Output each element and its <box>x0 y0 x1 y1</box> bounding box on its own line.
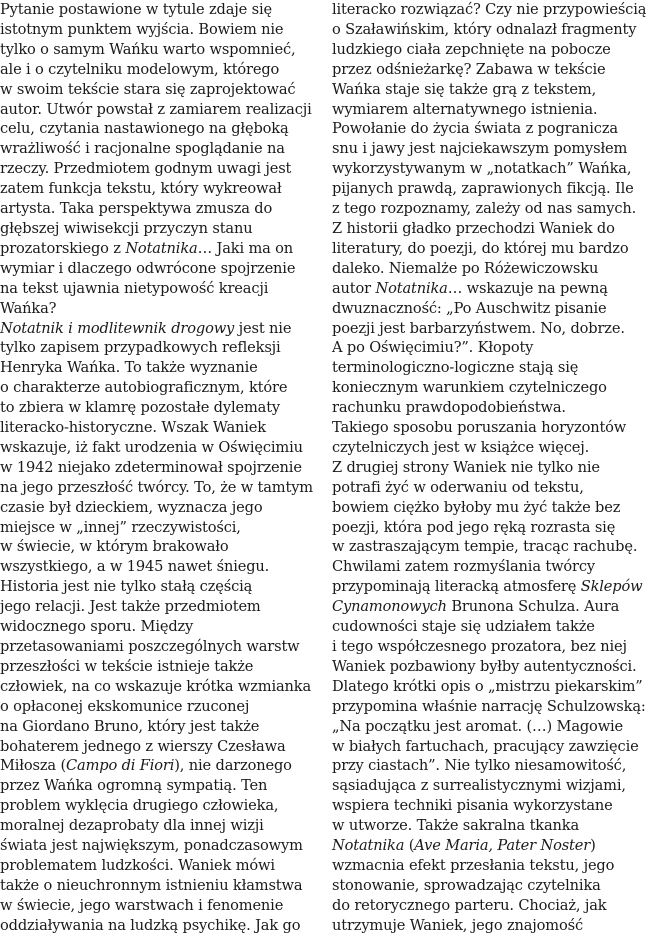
italic-text: Ave Maria, Pater Noster <box>414 837 591 855</box>
text-line <box>332 617 632 637</box>
text-run: terminologiczno-logiczne stają się <box>332 359 579 377</box>
text-line <box>0 338 304 358</box>
text-line <box>332 119 632 139</box>
text-line <box>0 219 304 239</box>
text-line <box>0 199 304 219</box>
text-run: stonowanie, sprowadzając czytelnika <box>332 876 601 894</box>
text-run: A po Oświęcimiu?”. Kłopoty <box>332 339 534 357</box>
text-run: w zastraszającym tempie, tracąc rachubę. <box>332 538 638 556</box>
paragraph <box>0 0 312 319</box>
text-run: autor. Utwór powstał z zamiarem realizacji <box>0 100 312 118</box>
text-run: wszystkiego, a w 1945 nawet śniegu. <box>0 558 270 576</box>
text-run: Miłosza ( <box>0 757 66 775</box>
text-run: jego relacji. Jest także przedmiotem <box>0 598 261 616</box>
text-run: oddziaływania na ludzką psychikę. Jak go <box>0 916 301 934</box>
text-line <box>0 279 304 299</box>
text-line <box>0 577 304 597</box>
italic-text: Notatnika <box>332 837 405 855</box>
text-line <box>0 756 304 776</box>
text-run: jest nie <box>234 319 292 337</box>
text-line <box>0 796 304 816</box>
text-line <box>332 836 632 856</box>
text-run: Waniek pozbawiony byłby autentyczności. <box>332 657 637 675</box>
text-line <box>0 458 304 478</box>
text-line <box>0 916 304 936</box>
text-run: człowiek, na co wskazuje krótka wzmianka <box>0 677 312 695</box>
text-run: sąsiadująca z surrealistycznymi wizjami, <box>332 777 626 795</box>
text-run: wrażliwość i racjonalne spoglądanie na <box>0 140 285 158</box>
text-run: także o nieuchronnym istnieniu kłamstwa <box>0 876 303 894</box>
text-line <box>332 40 632 60</box>
text-run: Dlatego krótki opis o „mistrzu piekarskim” <box>332 677 643 695</box>
text-line <box>332 199 637 219</box>
text-line <box>332 816 632 836</box>
text-run: głębszej wiwisekcji przyczyn stanu <box>0 219 253 237</box>
text-line <box>0 776 304 796</box>
text-run: artysta. Taka perspektywa zmusza do <box>0 200 273 218</box>
text-run: w świecie, jego warstwach i fenomenie <box>0 896 284 914</box>
text-run: do retorycznego parteru. Chociaż, jak <box>332 896 607 914</box>
text-run: wykorzystywanym w „notatkach” Wańka, <box>332 160 632 178</box>
italic-text: Campo di Fiori <box>66 757 175 775</box>
text-line <box>332 179 632 199</box>
text-run: „Na początku jest aromat. (…) Magowie <box>332 717 624 735</box>
text-run: Wańka? <box>0 299 57 317</box>
text-line <box>332 637 632 657</box>
text-run: wymiarem alternatywnego istnienia. <box>332 100 598 118</box>
text-line <box>332 338 632 358</box>
paragraph <box>332 0 646 418</box>
text-line <box>332 856 632 876</box>
text-line <box>332 139 632 159</box>
text-line <box>332 776 632 796</box>
text-line <box>332 358 632 378</box>
text-line <box>0 418 304 438</box>
paragraph <box>332 418 632 458</box>
text-line <box>332 657 637 677</box>
italic-text: Notatnika <box>125 239 198 257</box>
text-run: cudowności staje się udziałem także <box>332 618 595 636</box>
text-line <box>0 299 304 319</box>
text-line <box>332 756 632 776</box>
text-line <box>332 20 637 40</box>
text-line <box>332 80 632 100</box>
text-line <box>332 677 643 697</box>
text-run: … wskazuje na pewną <box>447 279 608 297</box>
text-run: czytelniczych jest w książce więcej. <box>332 438 590 456</box>
text-line <box>0 259 304 279</box>
text-run: o opłaconej ekskomunice rzuconej <box>0 697 250 715</box>
text-line <box>0 896 304 916</box>
text-run: celu, czytania nastawionego na głęboką <box>0 120 289 138</box>
text-line <box>0 478 313 498</box>
text-run: przy ciastach”. Nie tylko niesamowitość, <box>332 757 627 775</box>
text-line <box>0 876 304 896</box>
text-line <box>332 0 646 20</box>
text-run: w 1942 niejako zdeterminował spojrzenie <box>0 458 302 476</box>
text-run: dwuznaczność: „Po Auschwitz pisanie <box>332 299 607 317</box>
text-line <box>0 0 304 20</box>
text-run: Chwilami zatem rozmyślania twórcy <box>332 558 595 576</box>
text-line <box>332 398 632 418</box>
text-line <box>332 279 632 299</box>
text-run: z tego rozpoznamy, zależy od nas samych. <box>332 200 637 218</box>
text-line <box>332 458 632 478</box>
text-run: … Jaki ma on <box>197 239 294 257</box>
text-run: bowiem ciężko byłoby mu żyć także bez <box>332 498 621 516</box>
text-line <box>0 697 304 717</box>
text-line <box>332 597 632 617</box>
text-line <box>332 319 632 339</box>
text-line <box>0 40 304 60</box>
text-run: daleko. Niemalże po Różewiczowsku <box>332 259 599 277</box>
text-line <box>0 319 304 339</box>
italic-text: Cynamonowych <box>332 598 447 616</box>
text-run: to zbiera w klamrę pozostałe dylematy <box>0 399 281 417</box>
text-run: wspiera techniki pisania wykorzystane <box>332 797 613 815</box>
text-run: miejsce w „innej” rzeczywistości, <box>0 518 241 536</box>
text-run: Wańka staje się także grą z tekstem, <box>332 80 597 98</box>
text-line <box>0 139 304 159</box>
text-line <box>0 159 304 179</box>
text-run: Henryka Wańka. To także wyznanie <box>0 359 258 377</box>
text-line <box>332 219 632 239</box>
text-run: wskazuje, iż fakt urodzenia w Oświęcimiu <box>0 438 303 456</box>
text-line <box>0 358 304 378</box>
text-line <box>0 717 304 737</box>
text-run: zatem funkcja tekstu, który wykreował <box>0 180 282 198</box>
text-run: w utworze. Także sakralna tkanka <box>332 817 580 835</box>
text-line <box>0 239 304 259</box>
text-line <box>0 518 304 538</box>
text-run: wymiar i dlaczego odwrócone spojrzenie <box>0 259 296 277</box>
text-line <box>332 876 632 896</box>
text-line <box>0 617 304 637</box>
text-run: w białych fartuchach, pracujący zawzięcie <box>332 737 639 755</box>
text-line <box>0 179 304 199</box>
text-run: Z drugiej strony Waniek nie tylko nie <box>332 458 600 476</box>
text-run: Brunona Schulza. Aura <box>446 598 620 616</box>
text-run: przeszłości w tekście istnieje także <box>0 657 254 675</box>
text-run: w świecie, w którym brakowało <box>0 538 229 556</box>
text-line <box>332 100 632 120</box>
text-run: utrzymuje Waniek, jego znajomość <box>332 916 583 934</box>
paragraph <box>0 319 313 936</box>
italic-text: Notatnik i modlitewnik drogowy <box>0 319 235 337</box>
text-run: i tego współczesnego prozatora, bez niej <box>332 638 627 655</box>
text-line <box>332 537 638 557</box>
text-line <box>332 518 632 538</box>
text-line <box>0 100 312 120</box>
text-run: rachunku prawdopodobieństwa. <box>332 399 566 417</box>
text-run: w swoim tekście stara się zaprojektować <box>0 80 296 98</box>
text-run: ale i o czytelniku modelowym, którego <box>0 60 280 78</box>
text-run: poezji, która pod jego ręką rozrasta się <box>332 518 616 536</box>
text-line <box>0 60 304 80</box>
text-line <box>0 557 304 577</box>
text-line <box>0 677 312 697</box>
text-run: na tekst ujawnia nietypowość kreacji <box>0 279 269 297</box>
text-run: ), nie darzonego <box>174 757 292 775</box>
text-line <box>332 259 632 279</box>
italic-text: Sklepów <box>580 578 643 596</box>
text-run: tylko zapisem przypadkowych refleksji <box>0 339 281 357</box>
text-run: czasie był dzieckiem, wyznacza jego <box>0 498 263 516</box>
text-line <box>332 60 632 80</box>
text-line <box>332 577 643 597</box>
text-run: moralnej dezaprobaty dla innej wizji <box>0 817 264 835</box>
text-run: problem wyklęcia drugiego człowieka, <box>0 797 279 815</box>
text-run: świata jest największym, ponadczasowym <box>0 837 303 855</box>
text-line <box>332 418 632 438</box>
left-column <box>0 0 313 934</box>
italic-text: Notatnika <box>375 279 448 297</box>
text-run: przetasowaniami poszczególnych warstw <box>0 638 300 655</box>
text-line <box>0 816 304 836</box>
text-run: prozatorskiego z <box>0 239 126 257</box>
text-line <box>332 896 632 916</box>
text-run: ) <box>590 837 596 855</box>
text-run: Powołanie do życia świata z pogranicza <box>332 120 618 138</box>
text-line <box>0 856 304 876</box>
text-run: przez Wańka ogromną sympatią. Ten <box>0 777 268 795</box>
text-line <box>332 159 632 179</box>
text-line <box>332 299 632 319</box>
text-line <box>332 717 632 737</box>
text-line <box>332 557 632 577</box>
text-run: literacko rozwiązać? Czy nie przypowieścią <box>332 1 646 18</box>
text-run: o Szaławińskim, który odnalazł fragmenty <box>332 20 637 38</box>
text-run: przez odśnieżarkę? Zabawa w tekście <box>332 60 606 78</box>
text-run: o charakterze autobiograficznym, które <box>0 379 288 397</box>
text-run: ludzkiego ciała zepchnięte na pobocze <box>332 40 611 58</box>
text-run: literacko-historyczne. Wszak Waniek <box>0 419 266 437</box>
text-run: istotnym punktem wyjścia. Bowiem nie <box>0 20 284 38</box>
text-run: widocznego sporu. Między <box>0 618 194 636</box>
text-run: Pytanie postawione w tytule zdaje się <box>0 1 272 18</box>
text-line <box>0 378 304 398</box>
text-run: na jego przeszłość twórcy. To, że w tamtym <box>0 478 313 496</box>
text-run: Historia jest nie tylko stałą częścią <box>0 578 253 596</box>
text-run: na Giordano Bruno, który jest także <box>0 717 260 735</box>
text-run: rzeczy. Przedmiotem godnym uwagi jest <box>0 160 292 178</box>
text-line <box>0 80 304 100</box>
text-line <box>0 537 304 557</box>
text-line <box>332 378 632 398</box>
text-line <box>332 737 639 757</box>
text-run: przypomina właśnie narrację Schulzowską: <box>332 697 646 715</box>
text-line <box>0 438 304 458</box>
text-line <box>332 239 632 259</box>
text-line <box>0 657 304 677</box>
text-run: snu i jawy jest najciekawszym pomysłem <box>332 140 628 158</box>
text-run: tylko o samym Wańku warto wspomnieć, <box>0 40 296 58</box>
text-line <box>332 498 632 518</box>
text-run: literatury, do poezji, do której mu bardzo <box>332 239 629 257</box>
text-run: poezji jest barbarzyństwem. No, dobrze. <box>332 319 625 337</box>
text-run: problematem ludzkości. Waniek mówi <box>0 856 275 874</box>
text-run: Takiego sposobu poruszania horyzontów <box>332 419 627 437</box>
text-line <box>332 478 632 498</box>
text-run: potrafi żyć w oderwaniu od tekstu, <box>332 478 584 496</box>
text-line <box>0 737 304 757</box>
text-line <box>0 119 304 139</box>
text-run: koniecznym warunkiem czytelniczego <box>332 379 607 397</box>
text-run: pijanych prawdą, zaprawionych fikcją. Ile <box>332 180 634 198</box>
text-line <box>332 796 632 816</box>
text-line <box>332 438 632 458</box>
text-line <box>0 836 304 856</box>
text-run: ( <box>404 837 415 855</box>
text-run: Z historii gładko przechodzi Waniek do <box>332 219 615 237</box>
text-run: przypominają literacką atmosferę <box>332 578 581 596</box>
text-run: autor <box>332 279 376 297</box>
text-line <box>332 916 632 936</box>
text-line <box>332 697 646 717</box>
text-line <box>0 637 304 657</box>
text-line <box>0 597 304 617</box>
text-line <box>0 498 304 518</box>
paragraph <box>332 458 646 936</box>
text-run: bohaterem jednego z wierszy Czesława <box>0 737 286 755</box>
text-run: wzmacnia efekt przesłania tekstu, jego <box>332 856 615 874</box>
right-column <box>328 0 646 934</box>
text-line <box>0 20 304 40</box>
text-line <box>0 398 304 418</box>
